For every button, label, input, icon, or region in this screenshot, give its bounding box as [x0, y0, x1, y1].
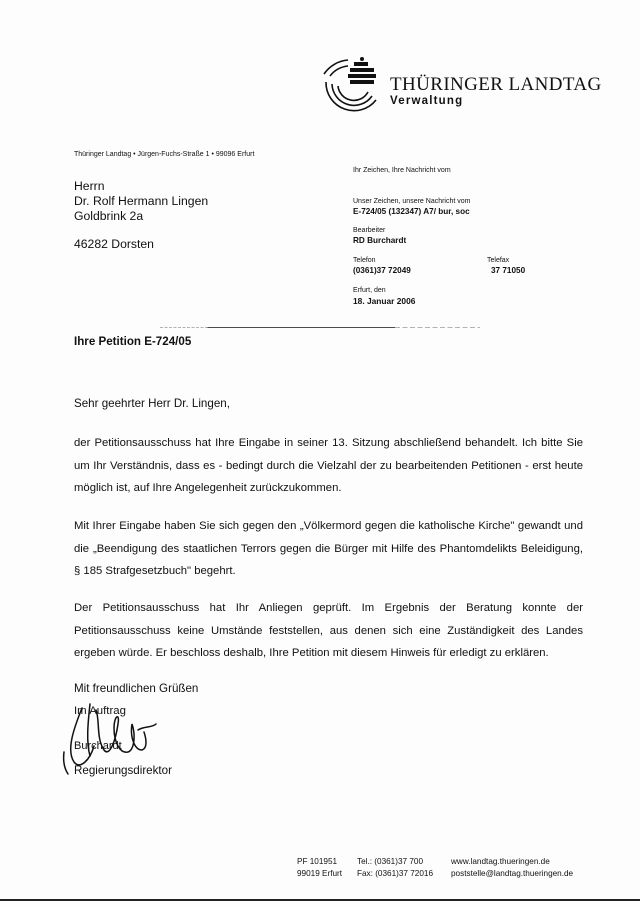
handwritten-signature	[60, 698, 170, 778]
letter-closing: Mit freundlichen Grüßen	[74, 682, 199, 695]
recipient-salutation-line: Herrn	[74, 179, 105, 193]
fax-value: 37 71050	[491, 266, 526, 275]
signer-name: Burchardt	[74, 740, 122, 752]
handler-value: RD Burchardt	[353, 236, 407, 245]
signer-title: Regierungsdirektor	[74, 764, 172, 777]
our-ref-value: E-724/05 (132347) A7/ bur, soc	[353, 207, 470, 216]
footer-contact	[451, 856, 573, 879]
fold-line	[0, 327, 640, 329]
scan-edge-line	[0, 899, 640, 901]
on-behalf-note: Im Auftrag	[74, 705, 126, 717]
handler-label: Bearbeiter	[353, 227, 386, 234]
footer-po-box: PF 101951	[297, 857, 338, 866]
footer-email: poststelle@landtag.thueringen.de	[451, 868, 574, 878]
footer-fax: Fax: (0361)37 72016	[357, 868, 434, 878]
our-ref-label: Unser Zeichen, unsere Nachricht vom	[353, 198, 471, 205]
footer-phone	[357, 856, 433, 879]
logo-subtitle: Verwaltung	[390, 95, 464, 107]
letter-subject: Ihre Petition E-724/05	[74, 335, 192, 348]
recipient-name: Dr. Rolf Hermann Lingen	[74, 194, 209, 208]
phone-label: Telefon	[353, 257, 376, 264]
footer-web: www.landtag.thueringen.de	[451, 857, 550, 866]
recipient-street: Goldbrink 2a	[74, 209, 144, 223]
footer-tel: Tel.: (0361)37 700	[357, 857, 423, 866]
recipient-address	[74, 179, 208, 252]
landtag-emblem-icon	[318, 56, 388, 128]
letter-date: 18. Januar 2006	[353, 296, 416, 306]
fax-label: Telefax	[487, 257, 510, 264]
letter-salutation: Sehr geehrter Herr Dr. Lingen,	[74, 397, 230, 410]
body-paragraph-1: der Petitionsausschuss hat Ihre Eingabe in seiner 13. Sitzung abschließend behandelt. Ich bitte Sie um Ihr Verständnis, dass es - bedingt durch die Vielzahl der zu bearbeitenden Petitionen - erst heute möglich ist, auf Ihre Angelegenheit zurückzukommen.	[74, 437, 583, 494]
footer-po-city: 99019 Erfurt	[297, 868, 343, 878]
recipient-city: 46282 Dorsten	[74, 237, 154, 251]
body-paragraph-2: Mit Ihrer Eingabe haben Sie sich gegen den „Völkermord gegen die katholische Kirche" gewandt und die „Beendigung des staatlichen Terrors gegen die Bürger mit Hilfe des Phantomdelikts Beleidigung, § 185 Strafgesetzbuch" begehrt.	[74, 520, 583, 577]
footer-postal	[297, 856, 342, 879]
phone-value: (0361)37 72049	[353, 266, 411, 275]
sender-address-line: Thüringer Landtag • Jürgen-Fuchs-Straße 1 • 99096 Erfurt	[74, 151, 255, 158]
your-ref-label: Ihr Zeichen, Ihre Nachricht vom	[353, 167, 451, 174]
body-paragraph-3: Der Petitionsausschuss hat Ihr Anliegen geprüft. Im Ergebnis der Beratung konnte der Petitionsausschuss keine Umstände feststellen, aus denen sich eine Zuständigkeit des Landes ergeben würde. Er beschloss deshalb, Ihre Petition mit diesem Hinweis für erledigt zu erklären.	[74, 602, 583, 659]
place-date-label: Erfurt, den	[353, 287, 386, 294]
logo-title: THÜRINGER LANDTAG	[390, 74, 602, 95]
landtag-logo	[318, 56, 618, 128]
